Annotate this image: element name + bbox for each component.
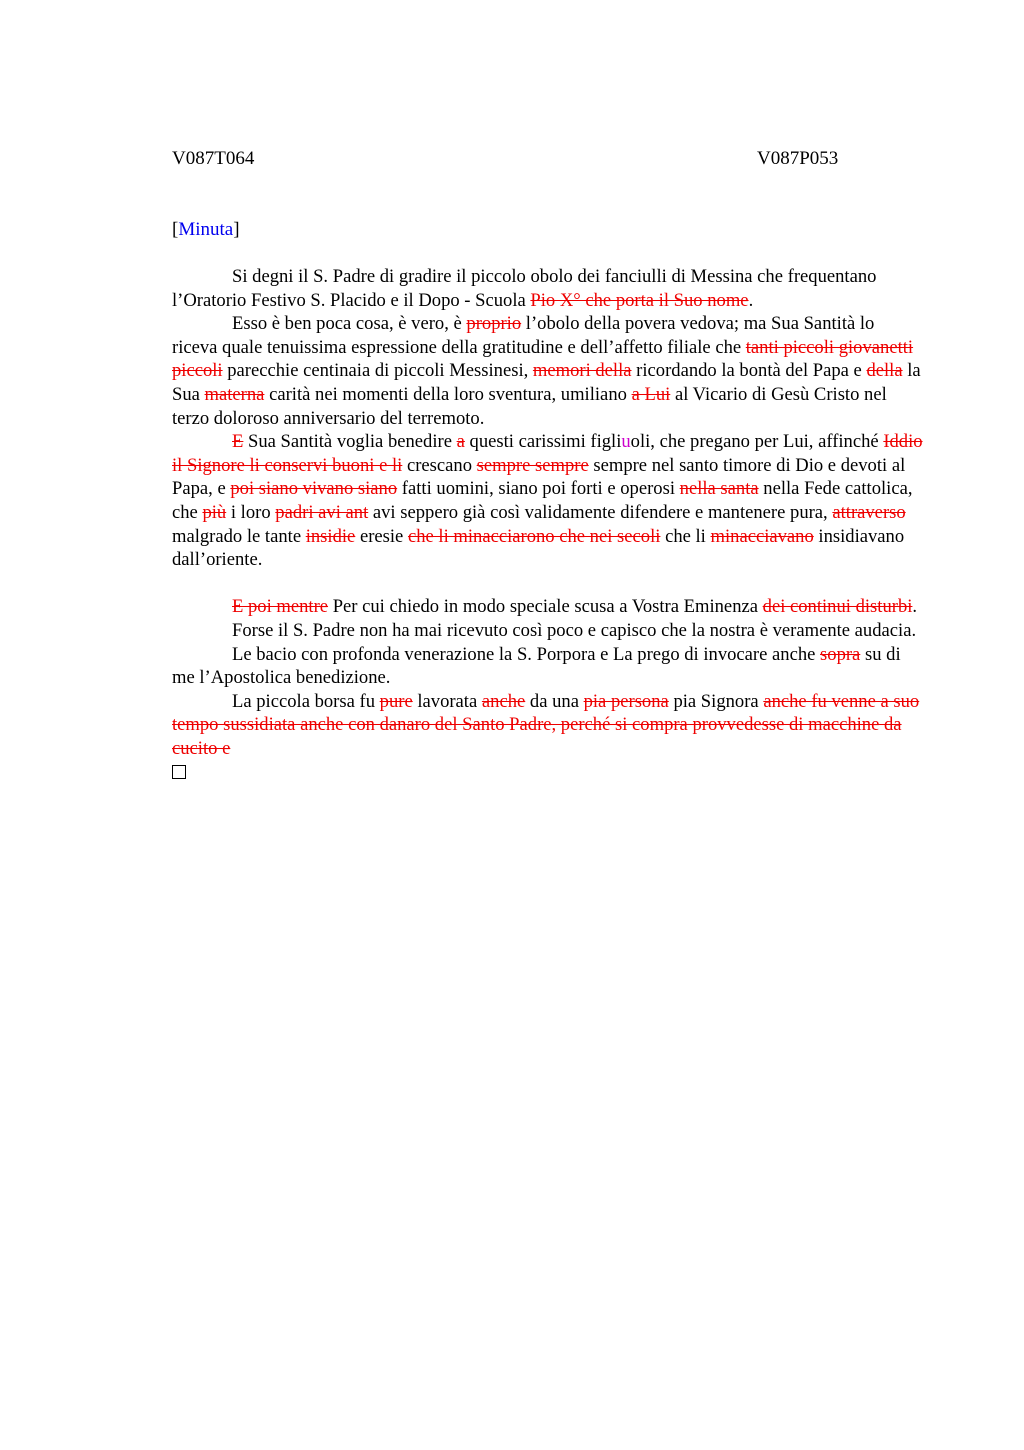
deleted-text: attraverso — [832, 501, 906, 523]
text-segment: al Vicario di Gesù Cristo nel terzo doloroso anniversario del terremoto. — [172, 383, 887, 429]
text-segment: Sua Santità voglia benedire — [243, 431, 457, 453]
text-segment: Per cui chiedo in modo speciale scusa a Vostra Eminenza — [328, 596, 763, 618]
text-segment: da una — [525, 690, 584, 712]
deleted-text: sopra — [820, 643, 861, 665]
text-segment: oli, che pregano per Lui, affinché — [630, 431, 884, 453]
deleted-text: materna — [204, 383, 265, 405]
letter-body — [172, 265, 924, 786]
text-segment: Si degni il S. Padre di gradire il piccolo obolo dei fanciulli di Messina che frequentano l’Oratorio Festivo S. Placido e il Dopo - Scuola — [172, 266, 877, 311]
deleted-text: insidie — [305, 525, 356, 547]
text-segment: eresie — [355, 525, 408, 547]
deleted-text: poi siano vivano siano — [230, 478, 398, 500]
deleted-text: più — [202, 501, 227, 523]
paragraph — [172, 619, 924, 643]
text-segment: insidiavano dall’oriente. — [172, 525, 905, 571]
paragraph — [172, 312, 924, 430]
text-segment: . — [748, 289, 754, 311]
document-code-left: V087T064 — [172, 148, 255, 169]
deleted-text: anche — [481, 690, 526, 712]
text-segment: su di me l’Apostolica benedizione. — [172, 643, 901, 689]
end-box-icon — [172, 765, 186, 779]
text-segment: ricordando la bontà del Papa e — [631, 360, 867, 382]
paragraph — [172, 595, 924, 619]
paragraph — [172, 690, 924, 761]
deleted-text: pia persona — [583, 690, 669, 712]
text-segment: avi seppero già così validamente difendere e mantenere pura, — [368, 501, 833, 523]
deleted-text: della — [866, 360, 903, 382]
deleted-text: Pio X° che porta il Suo nome — [530, 289, 749, 311]
paragraph-container — [172, 265, 924, 760]
paragraph — [172, 430, 924, 572]
deleted-text: a — [456, 431, 465, 453]
minuta-label: [Minuta] — [172, 219, 240, 240]
text-segment: carità nei momenti della loro sventura, umiliano — [264, 383, 632, 405]
text-segment: l’obolo della povera vedova; ma Sua Santità lo riceva quale tenuissima espressione della gratitudine e dell’affetto filiale che — [172, 313, 875, 358]
deleted-text: Iddio il Signore li conservi buoni e li — [172, 431, 923, 476]
deleted-text: padri avi ant — [275, 501, 369, 523]
text-segment: che li — [660, 525, 711, 547]
text-segment: parecchie centinaia di piccoli Messinesi, — [222, 360, 533, 382]
text-segment: Esso è ben poca cosa, è vero, è — [232, 313, 467, 335]
deleted-text: E — [232, 431, 244, 453]
deleted-text: a Lui — [631, 383, 671, 405]
deleted-text: dei continui disturbi — [762, 596, 913, 618]
text-segment: malgrado le tante — [172, 525, 306, 547]
document-code-right: V087P053 — [757, 148, 839, 169]
paragraph — [172, 265, 924, 312]
minuta-label-text: Minuta — [178, 219, 234, 240]
text-segment: i loro — [226, 501, 276, 523]
deleted-text: minacciavano — [710, 525, 814, 547]
deleted-text: memori della — [532, 360, 632, 382]
deleted-text: sempre sempre — [476, 454, 589, 476]
deleted-text: che li minacciarono che nei secoli — [407, 525, 661, 547]
text-segment: Forse il S. Padre non ha mai ricevuto così poco e capisco che la nostra è veramente audacia. — [232, 619, 917, 641]
text-segment: fatti uomini, siano poi forti e operosi — [397, 478, 680, 500]
text-segment: La piccola borsa fu — [232, 690, 380, 712]
paragraph — [172, 643, 924, 690]
text-segment: . — [912, 596, 918, 618]
deleted-text: proprio — [466, 313, 522, 335]
text-segment: crescano — [402, 454, 477, 476]
text-segment: pia Signora — [668, 690, 764, 712]
deleted-text: tanti piccoli giovanetti piccoli — [172, 336, 914, 382]
deleted-text: E poi mentre — [232, 596, 329, 618]
text-segment: Le bacio con profonda venerazione la S. Porpora e La prego di invocare anche — [232, 643, 821, 665]
deleted-text: pure — [379, 690, 413, 712]
text-segment: la Sua — [172, 360, 921, 405]
text-segment: sempre nel santo timore di Dio e devoti al Papa, e — [172, 454, 906, 500]
text-segment: nella Fede cattolica, che — [172, 478, 913, 523]
inserted-text: u — [621, 431, 631, 453]
text-segment: questi carissimi figli — [464, 431, 622, 453]
deleted-text: nella santa — [679, 478, 759, 500]
deleted-text: anche fu venne a suo tempo sussidiata anche con danaro del Santo Padre, perché si compra provvedesse di macchine da cucito e — [172, 690, 920, 759]
text-segment: lavorata — [412, 690, 482, 712]
